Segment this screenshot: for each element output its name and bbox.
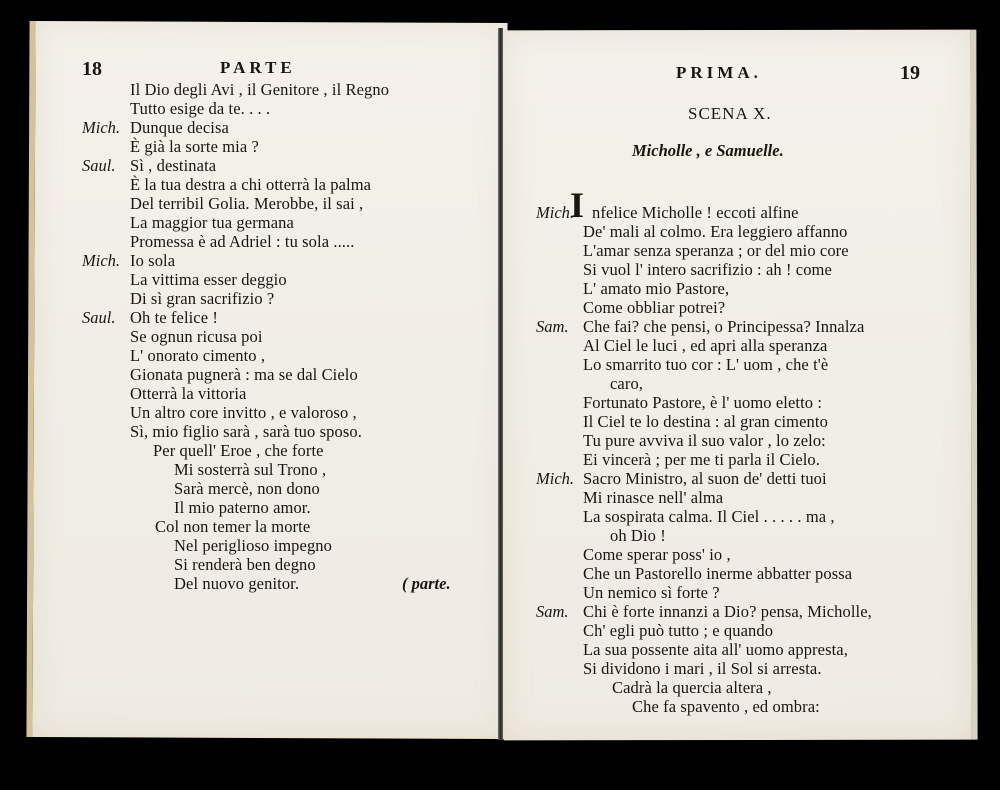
- speaker-label: Mich.: [536, 203, 575, 222]
- verse-line: Col non temer la morte: [155, 517, 311, 536]
- speaker-label: Mich.: [82, 251, 121, 270]
- verse-line: oh Dio !: [610, 526, 666, 545]
- scene-characters: Micholle , e Samuelle.: [632, 141, 784, 160]
- verse-line: Promessa è ad Adriel : tu sola .....: [130, 232, 355, 251]
- verse-line: Sacro Ministro, al suon de' detti tuoi: [583, 469, 827, 488]
- verse-line: Dunque decisa: [130, 118, 229, 137]
- stage-direction-exit: ( parte.: [402, 574, 451, 593]
- verse-line: Se ognun ricusa poi: [130, 327, 263, 346]
- speaker-label: Sam.: [536, 317, 569, 336]
- speaker-label: Saul.: [82, 308, 116, 327]
- verse-line: La vittima esser deggio: [130, 270, 287, 289]
- verse-line: caro,: [610, 374, 644, 393]
- verse-line: Ch' egli può tutto ; e quando: [583, 621, 774, 640]
- verse-line: Nel periglioso impegno: [174, 536, 333, 555]
- verse-line: Otterrà la vittoria: [130, 384, 247, 403]
- verse-line: Del nuovo genitor.: [174, 574, 300, 593]
- speaker-label: Sam.: [536, 602, 569, 621]
- verse-line: Che fai? che pensi, o Principessa? Innalza: [583, 317, 865, 336]
- verse-line: Sì, mio figlio sarà , sarà tuo sposo.: [130, 422, 362, 441]
- verse-line: Si vuol l' intero sacrifizio : ah ! come: [583, 260, 832, 279]
- verse-line: L' amato mio Pastore,: [583, 279, 730, 298]
- verse-line: La maggior tua germana: [130, 213, 294, 232]
- verse-line: Di sì gran sacrifizio ?: [130, 289, 275, 308]
- verse-line: Che fa spavento , ed ombra:: [632, 697, 820, 716]
- drop-cap: I: [570, 185, 585, 225]
- verse-line: Fortunato Pastore, è l' uomo eletto :: [583, 393, 823, 412]
- verse-line: Lo smarrito tuo cor : L' uom , che t'è: [583, 355, 829, 374]
- right-page-number: 19: [900, 62, 920, 84]
- verse-line: Sarà mercè, non dono: [174, 479, 320, 498]
- verse-line: Si dividono i mari , il Sol si arresta.: [583, 659, 822, 678]
- left-page-number: 18: [82, 58, 102, 80]
- verse-line: Gionata pugnerà : ma se dal Cielo: [130, 365, 358, 384]
- verse-line: Al Ciel le luci , ed apri alla speranza: [583, 336, 828, 355]
- verse-line: De' mali al colmo. Era leggiero affanno: [583, 222, 848, 241]
- verse-line: Come obbliar potrei?: [583, 298, 726, 317]
- verse-line: Il Ciel te lo destina : al gran cimento: [583, 412, 828, 431]
- verse-line: Si renderà ben degno: [174, 555, 316, 574]
- verse-line: Un altro core invitto , e valoroso ,: [130, 403, 357, 422]
- verse-line: Sì , destinata: [130, 156, 217, 175]
- verse-line: Tutto esige da te. . . .: [130, 99, 271, 118]
- verse-line: Del terribil Golia. Merobbe, il sai ,: [130, 194, 364, 213]
- verse-line: La sospirata calma. Il Ciel . . . . . ma ,: [583, 507, 835, 526]
- verse-line: Tu pure avviva il suo valor , lo zelo:: [583, 431, 826, 450]
- verse-line: Come sperar poss' io ,: [583, 545, 731, 564]
- verse-line: Il Dio degli Avi , il Genitore , il Regno: [130, 80, 390, 99]
- speaker-label: Mich.: [536, 469, 575, 488]
- verse-line: L' onorato cimento ,: [130, 346, 266, 365]
- verse-line: Mi sosterrà sul Trono ,: [174, 460, 327, 479]
- verse-line: Per quell' Eroe , che forte: [153, 441, 324, 460]
- verse-line: Oh te felice !: [130, 308, 218, 327]
- verse-line: nfelice Micholle ! eccoti alfine: [592, 203, 799, 222]
- speaker-label: Mich.: [82, 118, 121, 137]
- verse-line: Io sola: [130, 251, 176, 270]
- verse-line: Ei vincerà ; per me ti parla il Cielo.: [583, 450, 821, 469]
- verse-line: Mi rinasce nell' alma: [583, 488, 724, 507]
- left-running-head: PARTE: [220, 58, 296, 77]
- verse-line: Il mio paterno amor.: [174, 498, 311, 517]
- verse-line: Chi è forte innanzi a Dio? pensa, Micholle,: [583, 602, 872, 621]
- book-gutter: [498, 28, 503, 740]
- verse-line: Che un Pastorello inerme abbatter possa: [583, 564, 853, 583]
- verse-line: L'amar senza speranza ; or del mio core: [583, 241, 849, 260]
- verse-line: La sua possente aita all' uomo appresta,: [583, 640, 848, 659]
- scene-title: SCENA X.: [688, 104, 772, 123]
- verse-line: È già la sorte mia ?: [130, 137, 259, 156]
- verse-line: È la tua destra a chi otterrà la palma: [130, 175, 372, 194]
- speaker-label: Saul.: [82, 156, 116, 175]
- verse-line: Un nemico sì forte ?: [583, 583, 720, 602]
- right-running-head: PRIMA.: [676, 63, 762, 82]
- verse-line: Cadrà la quercia altera ,: [612, 678, 772, 697]
